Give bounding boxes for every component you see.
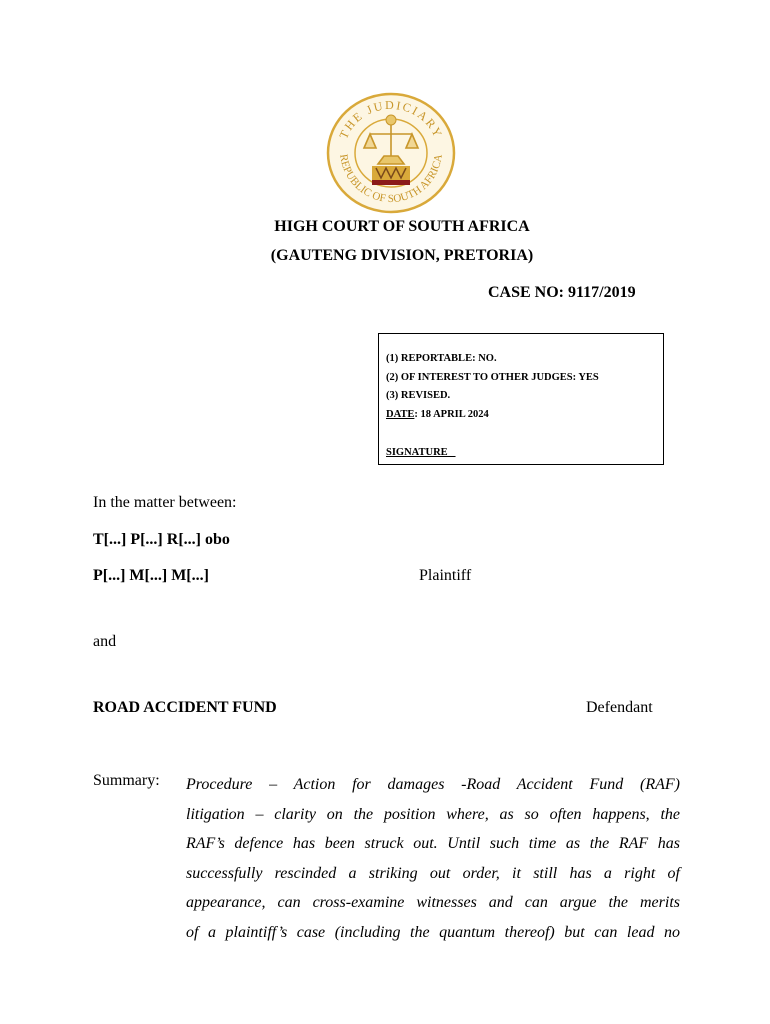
matter-intro: In the matter between: [93, 494, 237, 511]
case-number: CASE NO: 9117/2019 [488, 284, 636, 301]
interest-line: (2) OF INTEREST TO OTHER JUDGES: YES [386, 372, 599, 383]
summary-line: appearance, can cross-examine witnesses and can argue the merits [186, 894, 680, 911]
revised-line: (3) REVISED. [386, 390, 451, 401]
judiciary-seal [326, 92, 456, 214]
reportability-box [378, 333, 664, 465]
plaintiff-name-line2: P[...] M[...] M[...] [93, 567, 209, 584]
seal-emblem-icon [326, 92, 456, 214]
seal-top-text: THE JUDICIARY [336, 97, 446, 141]
seal-bottom-text: REPUBLIC OF SOUTH AFRICA [337, 153, 445, 206]
plaintiff-role: Plaintiff [419, 567, 472, 584]
summary-line: RAF’s defence has been struck out. Until such time as the RAF has [186, 835, 680, 852]
summary-label: Summary: [93, 772, 160, 789]
date-label: DATE [386, 409, 415, 420]
court-name: HIGH COURT OF SOUTH AFRICA [274, 218, 530, 235]
summary-line: litigation – clarity on the position where, as so often happens, the [186, 805, 680, 823]
date-line [386, 409, 489, 420]
summary-line: of a plaintiff’s case (including the quantum thereof) but can lead no [186, 923, 680, 941]
summary-text [186, 770, 680, 947]
defendant-role: Defendant [586, 699, 653, 716]
reportable-line: (1) REPORTABLE: NO. [386, 353, 497, 364]
and-text: and [93, 633, 117, 650]
date-value: : 18 APRIL 2024 [414, 409, 489, 420]
summary-line: successfully rescinded a striking out order, it still has a right of [186, 864, 680, 882]
summary-line: Procedure – Action for damages -Road Accident Fund (RAF) [186, 776, 680, 793]
signature-line: SIGNATURE [386, 447, 456, 458]
defendant-name: ROAD ACCIDENT FUND [93, 699, 277, 716]
court-division: (GAUTENG DIVISION, PRETORIA) [270, 247, 534, 264]
plaintiff-name-line1: T[...] P[...] R[...] obo [93, 531, 230, 548]
